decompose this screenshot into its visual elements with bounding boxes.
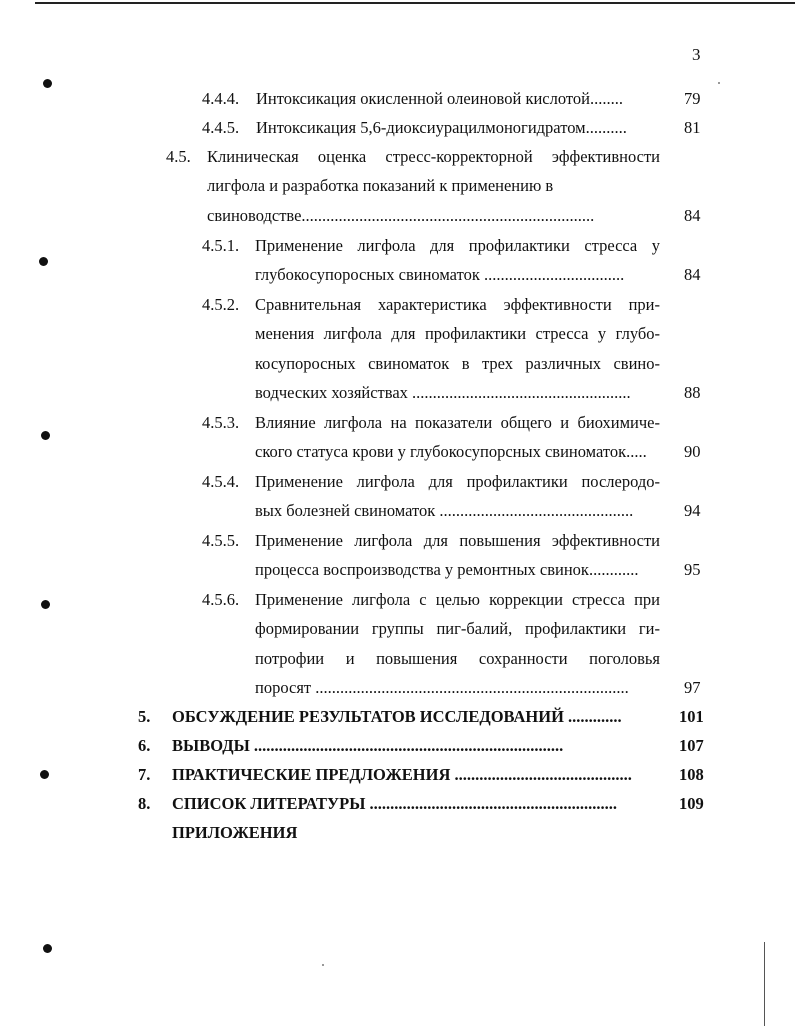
binding-hole-mark <box>43 79 52 88</box>
entry-number: 4.5.5. <box>202 531 240 550</box>
toc-chapter <box>0 736 795 758</box>
toc-entry <box>0 147 795 227</box>
entry-title-line: глубокосупоросных свиноматок .................................. <box>255 265 625 284</box>
entry-title-line: Применение лигфола для профилактики послеродо- <box>255 472 660 491</box>
entry-number: 4.4.5. <box>202 118 240 137</box>
chapter-title: ПРАКТИЧЕСКИЕ ПРЕДЛОЖЕНИЯ ........................................... <box>172 765 632 784</box>
chapter-number: 6. <box>138 736 151 755</box>
entry-page: 94 <box>684 501 701 520</box>
toc-entry <box>0 236 795 288</box>
entry-title-line: водческих хозяйствах ..................................................... <box>255 383 631 402</box>
entry-page: 79 <box>684 89 701 108</box>
toc-chapter <box>0 794 795 816</box>
entry-number: 4.5.6. <box>202 590 240 609</box>
entry-number: 4.5.3. <box>202 413 240 432</box>
entry-title-line: ского статуса крови у глубокосупорсных свиноматок..... <box>255 442 647 461</box>
chapter-title: СПИСОК ЛИТЕРАТУРЫ ............................................................ <box>172 794 618 813</box>
appendix-title: ПРИЛОЖЕНИЯ <box>172 823 298 842</box>
toc-entry <box>0 531 795 583</box>
entry-page: 97 <box>684 678 701 697</box>
binding-hole-mark <box>43 944 52 953</box>
chapter-number: 5. <box>138 707 151 726</box>
page-number: 3 <box>692 45 701 64</box>
entry-title-line: Клиническая оценка стресс-корректорной эффективности <box>207 147 660 166</box>
entry-number: 4.4.4. <box>202 89 240 108</box>
entry-title-line: поросят ............................................................................ <box>255 678 629 697</box>
entry-page: 81 <box>684 118 701 137</box>
entry-title-line: Сравнительная характеристика эффективности при- <box>255 295 660 314</box>
entry-number: 4.5.1. <box>202 236 240 255</box>
entry-title-line: косупоросных свиноматок в трех различных свино- <box>255 354 660 373</box>
entry-number: 4.5.4. <box>202 472 240 491</box>
entry-page: 84 <box>684 265 701 284</box>
scan-speck <box>718 82 720 84</box>
toc-entry <box>0 89 795 111</box>
toc-chapter <box>0 765 795 787</box>
entry-title-line: Применение лигфола с целью коррекции стресса при <box>255 590 660 609</box>
toc-entry <box>0 472 795 524</box>
toc-entry <box>0 118 795 140</box>
entry-number: 4.5. <box>166 147 191 166</box>
entry-title-line: Влияние лигфола на показатели общего и биохимиче- <box>255 413 660 432</box>
chapter-page: 109 <box>679 794 704 813</box>
scan-right-border <box>764 942 765 1026</box>
toc-entry <box>0 590 795 702</box>
entry-title: Интоксикация 5,6-диоксиурацилмоногидратом.......... <box>256 118 627 137</box>
entry-title-line: Применение лигфола для повышения эффективности <box>255 531 660 550</box>
chapter-page: 108 <box>679 765 704 784</box>
entry-title-line: менения лигфола для профилактики стресса у глубо- <box>255 324 660 343</box>
chapter-page: 101 <box>679 707 704 726</box>
chapter-title: ОБСУЖДЕНИЕ РЕЗУЛЬТАТОВ ИССЛЕДОВАНИЙ ............. <box>172 707 622 726</box>
scan-speck <box>322 964 324 966</box>
entry-page: 95 <box>684 560 701 579</box>
entry-title-line: формировании группы пиг-балий, профилактики ги- <box>255 619 660 638</box>
chapter-number: 7. <box>138 765 151 784</box>
entry-title-line: процесса воспроизводства у ремонтных свинок............ <box>255 560 639 579</box>
scan-top-border <box>35 2 795 4</box>
entry-number: 4.5.2. <box>202 295 240 314</box>
toc-appendix <box>0 823 795 845</box>
toc-entry <box>0 295 795 407</box>
chapter-title: ВЫВОДЫ ........................................................................... <box>172 736 564 755</box>
entry-page: 90 <box>684 442 701 461</box>
entry-page: 88 <box>684 383 701 402</box>
toc-chapter <box>0 707 795 729</box>
entry-title: Интоксикация окисленной олеиновой кислотой........ <box>256 89 623 108</box>
entry-title-line: вых болезней свиноматок ............................................... <box>255 501 634 520</box>
entry-title-line: лигфола и разработка показаний к применению в <box>207 176 554 195</box>
entry-page: 84 <box>684 206 701 225</box>
entry-title-line: Применение лигфола для профилактики стресса у <box>255 236 660 255</box>
entry-title-line: потрофии и повышения сохранности поголовья <box>255 649 660 668</box>
chapter-number: 8. <box>138 794 151 813</box>
chapter-page: 107 <box>679 736 704 755</box>
toc-entry <box>0 413 795 465</box>
entry-title-line: свиноводстве....................................................................... <box>207 206 595 225</box>
